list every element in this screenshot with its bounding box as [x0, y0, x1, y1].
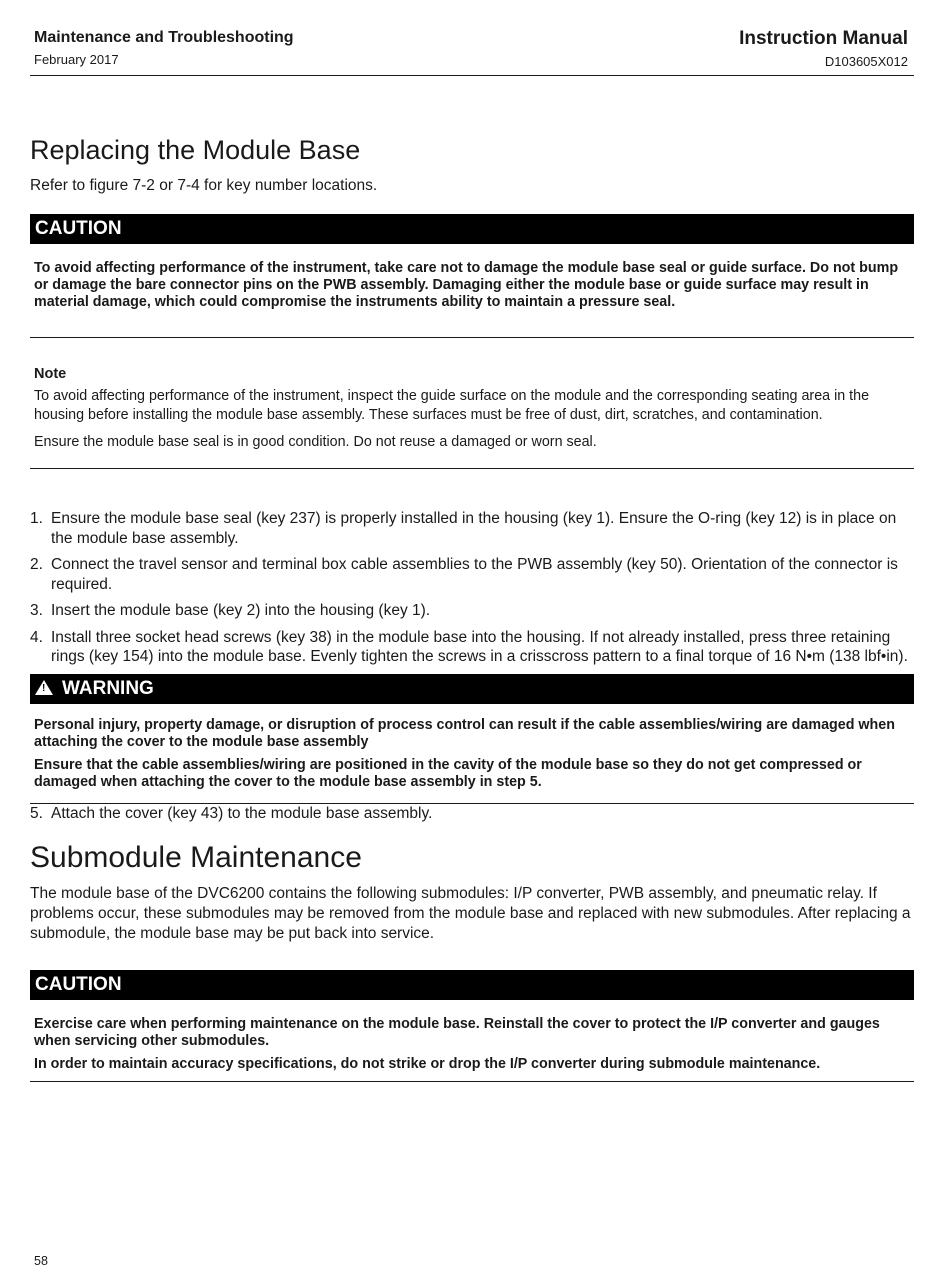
caution-label: CAUTION [35, 974, 122, 995]
module-base-steps [30, 509, 914, 667]
caution-text-2: In order to maintain accuracy specifications, do not strike or drop the I/P converter during submodule maintenance. [34, 1056, 821, 1072]
warning-bar [30, 674, 914, 704]
running-header-left [34, 29, 294, 67]
header-manual-title: Instruction Manual [739, 28, 908, 49]
submodule-heading: Submodule Maintenance [30, 841, 362, 874]
module-base-warning [30, 674, 914, 804]
header-date: February 2017 [34, 52, 119, 67]
module-base-heading: Replacing the Module Base [30, 135, 361, 165]
step-number: 3. [30, 602, 43, 619]
step-item [30, 804, 914, 824]
step-number: 2. [30, 556, 43, 573]
step-text: Ensure the module base seal (key 237) is properly installed in the housing (key 1). Ensure the O-ring (key 12) is in place on the module base assembly. [51, 510, 897, 547]
step-number: 4. [30, 628, 43, 646]
submodule-intro: The module base of the DVC6200 contains the following submodules: I/P converter, PWB assembly, and pneumatic relay. If problems occur, these submodules may be removed from the module base and replaced with new submodules. After replacing a submodule, the module base may be put back into service. [30, 885, 911, 942]
warning-body [30, 704, 914, 804]
caution-text-1: Exercise care when performing maintenance on the module base. Reinstall the cover to protect the I/P converter and gauges when servicing other submodules. [34, 1016, 880, 1049]
warning-text-2: Ensure that the cable assemblies/wiring are positioned in the cavity of the module base so they do not get compressed or damaged when attaching the cover to the module base assembly in step 5. [34, 756, 862, 790]
warning-text-1: Personal injury, property damage, or disruption of process control can result if the cable assemblies/wiring are damaged when attaching the cover to the module base assembly [34, 716, 895, 750]
header-divider [30, 75, 914, 76]
caution-bar [30, 970, 914, 1000]
module-base-note [30, 338, 914, 469]
note-text-1: To avoid affecting performance of the instrument, inspect the guide surface on the module and the corresponding seating area in the housing before installing the module base assembly. These surfaces must be free of dust, dirt, scratches, and contamination. [34, 388, 870, 423]
note-label: Note [34, 366, 67, 382]
step-text: Insert the module base (key 2) into the housing (key 1). [51, 602, 431, 619]
caution-label: CAUTION [35, 218, 122, 239]
step-text: Install three socket head screws (key 38) in the module base into the housing. If not already installed, press three retaining rings (key 154) into the module base. Evenly tighten the screws in a crisscross pattern to a final torque of 16 N•m (138 lbf•in). [51, 628, 908, 665]
warning-triangle-icon [35, 680, 53, 695]
step-number: 1. [30, 510, 43, 527]
step-item [30, 509, 914, 548]
header-section-title: Maintenance and Troubleshooting [34, 29, 294, 46]
module-base-caution [30, 214, 914, 338]
header-doc-number: D103605X012 [824, 54, 908, 69]
caution-body [30, 1000, 914, 1082]
warning-label: WARNING [62, 677, 154, 699]
note-text-2: Ensure the module base seal is in good condition. Do not reuse a damaged or worn seal. [34, 434, 597, 450]
page-content [30, 133, 914, 1082]
running-header-right [739, 28, 908, 69]
page-number: 58 [34, 1254, 48, 1268]
step-item [30, 555, 914, 594]
step-number: 5. [30, 804, 43, 822]
caution-body [30, 244, 914, 338]
module-base-intro: Refer to figure 7-2 or 7-4 for key number locations. [30, 177, 378, 194]
module-base-step-5 [30, 804, 914, 824]
submodule-caution [30, 970, 914, 1082]
step-text: Connect the travel sensor and terminal box cable assemblies to the PWB assembly (key 50). Orientation of the connector is required. [51, 556, 898, 593]
step-item [30, 628, 914, 667]
caution-text: To avoid affecting performance of the instrument, take care not to damage the module base seal or guide surface. Do not bump or damage the bare connector pins on the PWB assembly. Damaging either the module base or guide surface may result in material damage, which could compromise the instruments ability to maintain a pressure seal. [34, 260, 899, 310]
step-text: Attach the cover (key 43) to the module base assembly. [51, 804, 433, 822]
step-item [30, 601, 914, 621]
caution-bar [30, 214, 914, 244]
